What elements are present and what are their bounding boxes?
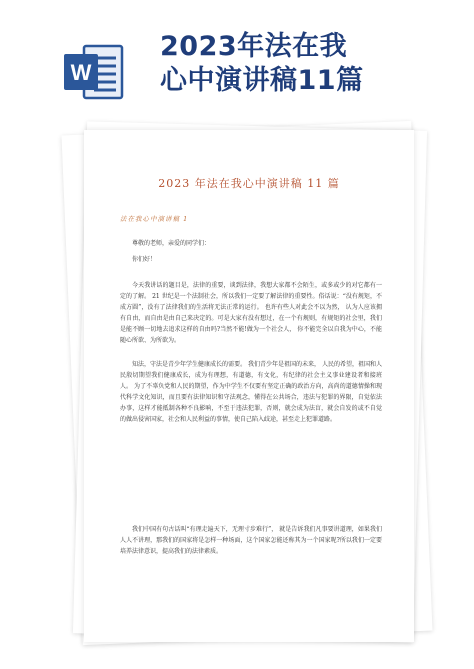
document-page	[84, 130, 414, 642]
paragraph-hello: 你们好！	[132, 256, 157, 263]
section-subtitle: 法在我心中演讲稿 1	[120, 215, 189, 223]
paragraph-body: 今天我讲话的题目是，法律的重要，谈到法律，我想大家都不会陌生，或多或少的对它都有一定的了解。 21 世纪是一个法制社会，所以我们一定要了解法律的重要性。俗话说：“没有规矩，不成方圆”，没有了法律我们的生活将无法正常的运行。 也许有些人对此会不以为然， 认为人应该拥有自由，而自由是由自己来决定的。可是大家有没有想过，在一个有规则，有规矩的社会里，我们是能不顾一切地去追求这样的自由吗?当然不能!做为一个社会人， 你不能完全以自我为中心，不能随心所欲、为所欲为。	[120, 282, 382, 344]
document-title-line-1: 2023年法在我	[160, 31, 348, 62]
svg-text:W: W	[70, 60, 92, 85]
document-header	[0, 0, 474, 120]
word-icon	[62, 40, 126, 104]
document-title-line-2: 心中演讲稿11篇	[160, 65, 364, 96]
paragraph-greeting: 尊敬的老师，亲爱的同学们：	[132, 240, 211, 247]
paragraph-body: 知法，守法是青少年学生健康成长的需要。 我们青少年是祖国的未来， 人民的希望，祖国和人民殷切期望我们健康成长，成为有理想，有道德，有文化，有纪律的社会主义事业建设者和接班人。 为了不辜负党和人民的期望，作为中学生不仅要有坚定正确的政治方向，高尚的道德情操和现代科学文化知识，而且要有法律知识和守法观念，懂得在公共场合，违法与犯罪的界限，自觉依法办事，这样才能抵制各种不良影响，不至于违法犯罪，否则，就会成为法盲，就会自发的或不自觉的做出侵害国家，社会和人民利益的事情，使自己陷入歧途，甚至走上犯罪道路。	[120, 361, 382, 423]
page-title: 2023 年法在我心中演讲稿 11 篇	[158, 177, 340, 190]
document-title	[160, 30, 460, 98]
paragraph-body: 我们中国有句古话叫“有理走遍天下，无理寸步难行”， 就是告诉我们凡事要讲道理，如果我们人人不讲理，那我们的国家将是怎样一种场面，这个国家怎能还称其为一个国家呢?所以我们一定要培养法律意识，提高我们的法律素质。	[120, 526, 382, 555]
